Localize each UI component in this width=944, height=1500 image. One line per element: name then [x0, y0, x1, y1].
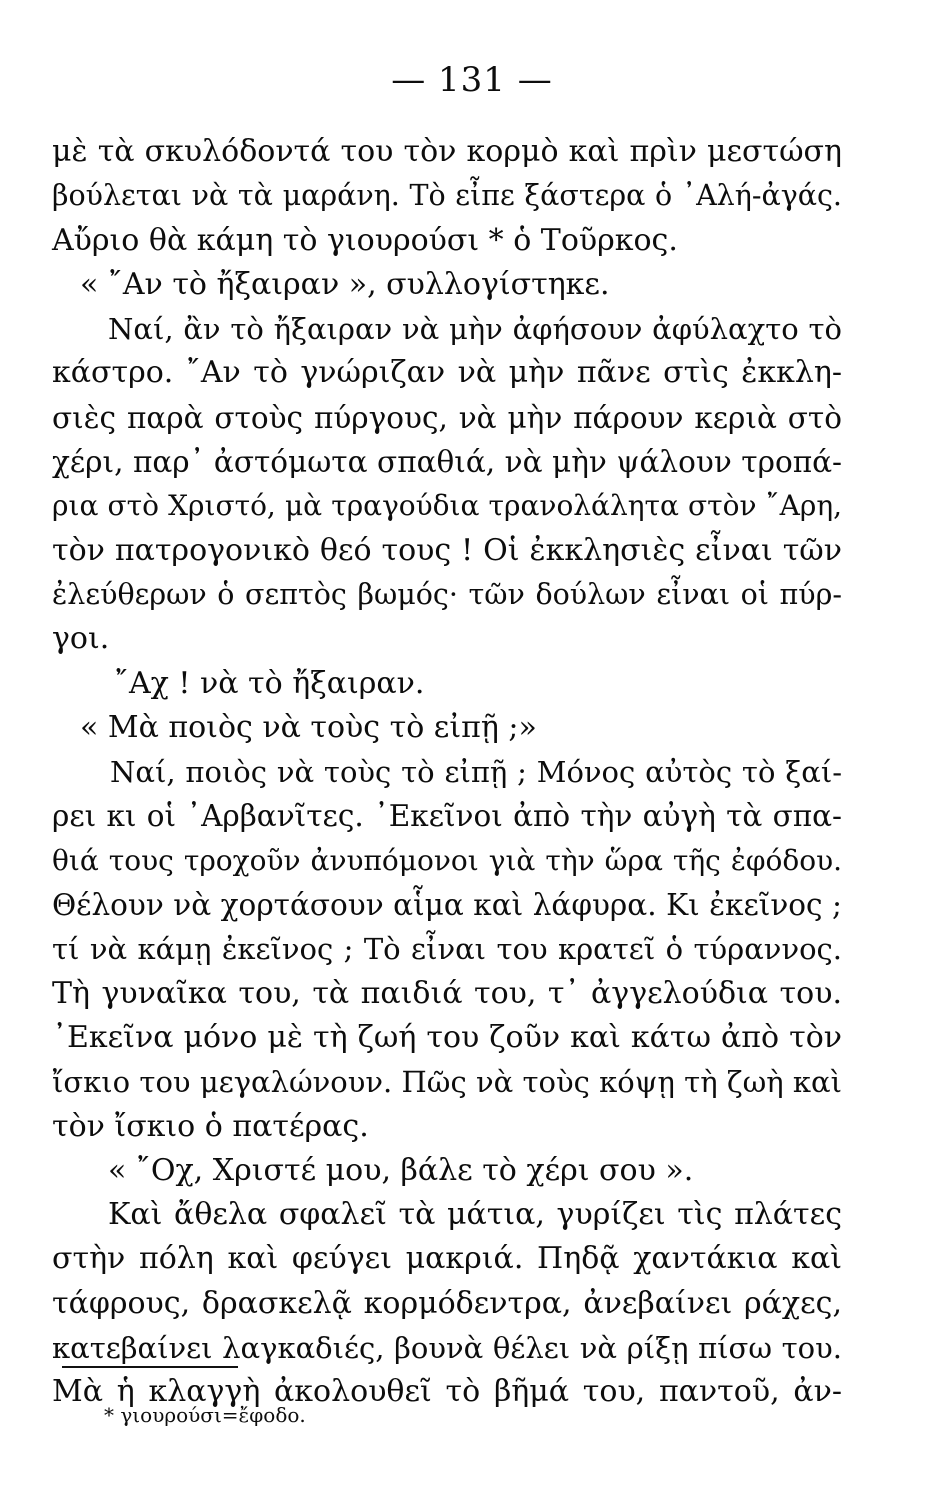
text-line: σιὲς παρὰ στοὺς πύργους, νὰ μὴν πάρουν κεριὰ στὸ [52, 400, 842, 435]
text-line: μὲ τὰ σκυλόδοντά του τὸν κορμὸ καὶ πρὶν μεστώση [52, 134, 842, 169]
text-line: Θέλουν νὰ χορτάσουν αἷμα καὶ λάφυρα. Κι ἐκεῖνος ; [52, 888, 842, 923]
text-line: τὸν ἴσκιο ὁ πατέρας. [52, 1108, 369, 1144]
text-line: τί νὰ κάμῃ ἐκεῖνος ; Τὸ εἶναι του κρατεῖ ὁ τύραννος. [52, 932, 842, 967]
text-line: ἐλεύθερων ὁ σεπτὸς βωμός· τῶν δούλων εἶναι οἱ πύρ- [52, 577, 842, 611]
text-line: βούλεται νὰ τὰ μαράνη. Τὸ εἶπε ξάστερα ὁ ᾿Αλή-ἀγάς. [52, 179, 842, 213]
body-text [52, 130, 842, 1415]
text-line: κατεβαίνει λαγκαδιές, βουνὰ θέλει νὰ ρίξῃ πίσω του. [52, 1331, 842, 1366]
text-line: Ναί, ἂν τὸ ἤξαιραν νὰ μὴν ἀφήσουν ἀφύλαχτο τὸ [108, 312, 842, 347]
text-line: γοι. [52, 621, 110, 657]
text-line: « ῎Οχ, Χριστέ μου, βάλε τὸ χέρι σου ». [108, 1152, 694, 1188]
text-line: « Μὰ ποιὸς νὰ τοὺς τὸ εἰπῇ ;» [80, 709, 537, 745]
text-line: Μὰ ἡ κλαγγὴ ἀκολουθεῖ τὸ βῆμά του, παντοῦ, ἀν- [52, 1374, 842, 1410]
text-line: τάφρους, δρασκελᾷ κορμόδεντρα, ἀνεβαίνει ράχες, [52, 1285, 842, 1321]
text-line: ρει κι οἱ ᾿Αρβανῖτες. ᾿Εκεῖνοι ἀπὸ τὴν αὐγὴ τὰ σπα- [52, 799, 842, 834]
text-line: τὸν πατρογονικὸ θεό τους ! Οἱ ἐκκλησιὲς εἶναι τῶν [52, 532, 842, 568]
text-line: Ναί, ποιὸς νὰ τοὺς τὸ εἰπῇ ; Μόνος αὐτὸς τὸ ξαί- [110, 755, 842, 790]
text-line: ῎Αχ ! νὰ τὸ ἤξαιραν. [114, 665, 425, 701]
text-line: Αὔριο θὰ κάμη τὸ γιουρούσι * ὁ Τοῦρκος. [52, 222, 678, 258]
text-line: χέρι, παρ᾿ ἀστόμωτα σπαθιά, νὰ μὴν ψάλουν τροπά- [52, 445, 842, 480]
footnote: * γιουρούσι=ἔφοδο. [104, 1403, 306, 1427]
text-line: ἴσκιο του μεγαλώνουν. Πῶς νὰ τοὺς κόψῃ τὴ ζωὴ καὶ [52, 1065, 842, 1100]
page-number: — 131 — [391, 60, 553, 100]
footnote-rule [62, 1366, 238, 1368]
text-line: κάστρο. ῎Αν τὸ γνώριζαν νὰ μὴν πᾶνε στὶς ἐκκλη- [52, 355, 842, 391]
text-line: στὴν πόλη καὶ φεύγει μακριά. Πηδᾷ χαντάκια καὶ [52, 1241, 842, 1277]
text-line: θιά τους τροχοῦν ἀνυπόμονοι γιὰ τὴν ὥρα τῆς ἐφόδου. [52, 843, 842, 877]
text-line: « ῎Αν τὸ ἤξαιραν », συλλογίστηκε. [80, 266, 610, 302]
text-line: ᾿Εκεῖνα μόνο μὲ τὴ ζωή του ζοῦν καὶ κάτω ἀπὸ τὸν [52, 1019, 842, 1055]
text-line: Καὶ ἄθελα σφαλεῖ τὰ μάτια, γυρίζει τὶς πλάτες [108, 1197, 842, 1233]
text-line: Τὴ γυναῖκα του, τὰ παιδιά του, τ᾿ ἀγγελούδια του. [52, 975, 842, 1011]
text-line: ρια στὸ Χριστό, μὰ τραγούδια τρανολάλητα στὸν ῎Αρη, [52, 489, 842, 523]
